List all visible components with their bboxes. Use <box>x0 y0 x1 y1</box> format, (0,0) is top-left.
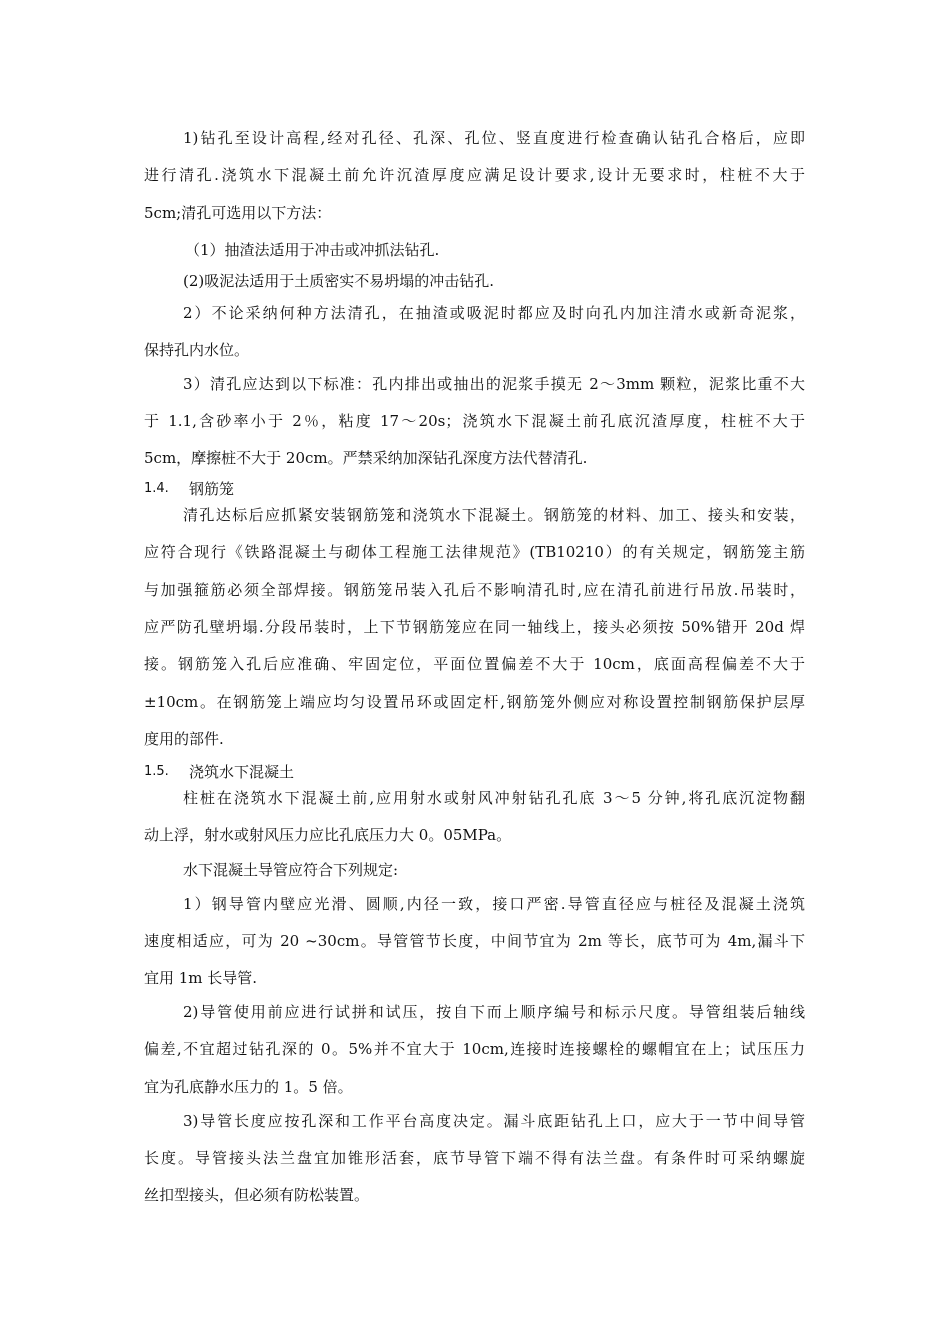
section-title: 浇筑水下混凝土 <box>189 763 295 781</box>
paragraph-line: 偏差,不宜超过钻孔深的 0。5%并不宜大于 10cm,连接时连接螺栓的螺帽宜在上；试压压力 <box>144 1040 805 1058</box>
paragraph-line: 3)导管长度应按孔深和工作平台高度决定。漏斗底距钻孔上口，应大于一节中间导管 <box>183 1112 805 1130</box>
paragraph-line: 柱桩在浇筑水下混凝土前,应用射水或射风冲射钻孔孔底 3～5 分钟,将孔底沉淀物翻 <box>183 789 805 807</box>
paragraph-line: 3）清孔应达到以下标准：孔内排出或抽出的泥浆手摸无 2～3mm 颗粒，泥浆比重不大 <box>183 375 805 393</box>
section-title: 钢筋笼 <box>189 480 235 498</box>
paragraph-line: 水下混凝土导管应符合下列规定: <box>183 861 399 879</box>
paragraph-line: 1)钻孔至设计高程,经对孔径、孔深、孔位、竖直度进行检查确认钻孔合格后，应即 <box>183 129 805 147</box>
paragraph-line: 速度相适应，可为 20 ~30cm。导管管节长度，中间节宜为 2m 等长，底节可为 4m,漏斗下 <box>144 932 805 950</box>
section-number: 1.4. <box>144 481 169 496</box>
paragraph-line: 应符合现行《铁路混凝土与砌体工程施工法律规范》(TB10210）的有关规定，钢筋笼主筋 <box>144 543 805 561</box>
paragraph-line: 与加强箍筋必须全部焊接。钢筋笼吊装入孔后不影响清孔时,应在清孔前进行吊放.吊装时， <box>144 581 805 599</box>
paragraph-line: 于 1.1,含砂率小于 2％，粘度 17～20s；浇筑水下混凝土前孔底沉渣厚度，柱桩不大于 <box>144 412 805 430</box>
paragraph-line: ±10cm。在钢筋笼上端应均匀设置吊环或固定杆,钢筋笼外侧应对称设置控制钢筋保护层厚 <box>144 693 805 711</box>
paragraph-line: 5cm，摩擦桩不大于 20cm。严禁采纳加深钻孔深度方法代替清孔. <box>144 449 588 467</box>
paragraph-line: 2）不论采纳何种方法清孔，在抽渣或吸泥时都应及时向孔内加注清水或新奇泥浆， <box>183 304 805 322</box>
paragraph-line: 5cm;清孔可选用以下方法： <box>144 204 332 222</box>
paragraph-line: 1）钢导管内壁应光滑、圆顺,内径一致，接口严密.导管直径应与桩径及混凝土浇筑 <box>183 895 805 913</box>
paragraph-line: 接。钢筋笼入孔后应准确、牢固定位，平面位置偏差不大于 10cm，底面高程偏差不大于 <box>144 655 805 673</box>
paragraph-line: （1）抽渣法适用于冲击或冲抓法钻孔. <box>185 241 440 259</box>
paragraph-line: 清孔达标后应抓紧安装钢筋笼和浇筑水下混凝土。钢筋笼的材料、加工、接头和安装， <box>183 506 805 524</box>
paragraph-line: 保持孔内水位。 <box>144 341 250 359</box>
section-number: 1.5. <box>144 764 169 779</box>
paragraph-line: 2)导管使用前应进行试拼和试压，按自下而上顺序编号和标示尺度。导管组装后轴线 <box>183 1003 805 1021</box>
paragraph-line: 丝扣型接头，但必须有防松装置。 <box>144 1186 370 1204</box>
paragraph-line: 度用的部件. <box>144 730 224 748</box>
paragraph-line: 长度。导管接头法兰盘宜加锥形活套，底节导管下端不得有法兰盘。有条件时可采纳螺旋 <box>144 1149 805 1167</box>
paragraph-line: (2)吸泥法适用于土质密实不易坍塌的冲击钻孔. <box>183 272 495 290</box>
paragraph-line: 宜用 1m 长导管. <box>144 969 258 987</box>
paragraph-line: 应严防孔壁坍塌.分段吊装时，上下节钢筋笼应在同一轴线上，接头必须按 50%错开 20d 焊 <box>144 618 805 636</box>
paragraph-line: 进行清孔.浇筑水下混凝土前允许沉渣厚度应满足设计要求,设计无要求时，柱桩不大于 <box>144 166 805 184</box>
paragraph-line: 宜为孔底静水压力的 1。5 倍。 <box>144 1078 353 1096</box>
paragraph-line: 动上浮，射水或射风压力应比孔底压力大 0。05MPa。 <box>144 826 512 844</box>
